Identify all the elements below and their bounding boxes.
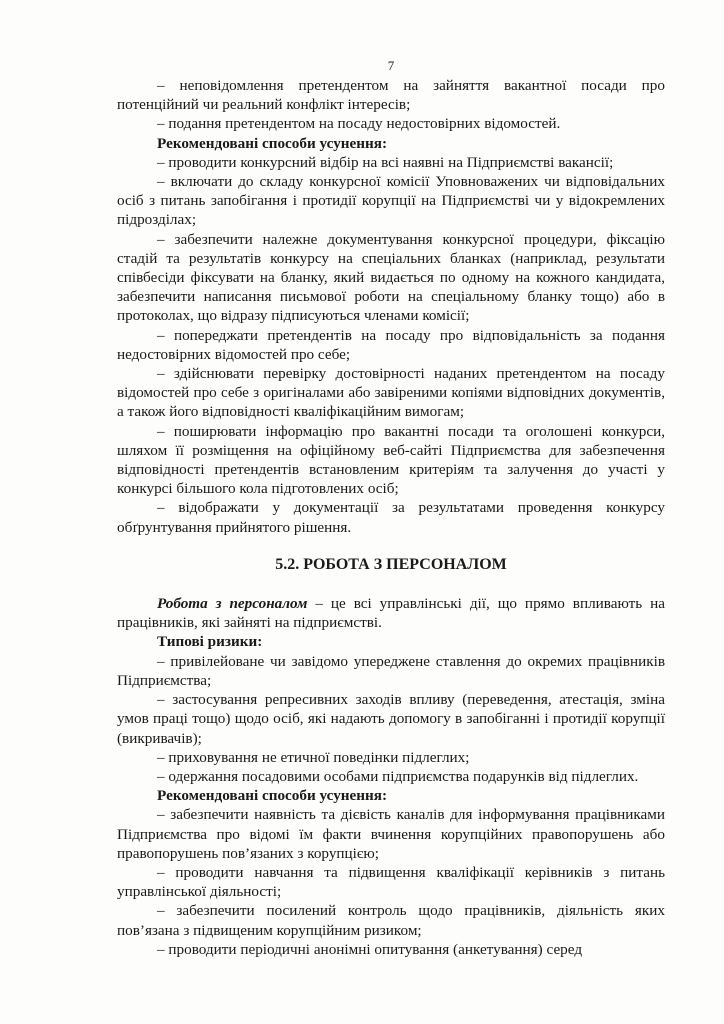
paragraph: – застосування репресивних заходів впливу (переведення, атестація, зміна умов праці тощо) щодо осіб, які надають допомогу в запобіганні і протидії корупції (викривачів); (117, 691, 665, 747)
definition-term: Робота з персоналом (157, 595, 308, 613)
paragraph: – одержання посадовими особами підприємства подарунків від підлеглих. (157, 767, 639, 785)
paragraph: – відображати у документації за результатами проведення конкурсу обґрунтування прийнятого рішення. (117, 499, 665, 536)
paragraph: – забезпечити належне документування конкурсної процедури, фіксацію стадій та результатів конкурсу на спеціальних бланках (наприклад, результати співбесіди фіксувати на бланку, який видається по одному на кожного кандидата, забезпечити написання письмової роботи на спеціальному бланку тощо) або в протоколах, що відразу підписуються членами комісії; (117, 230, 665, 325)
paragraph: – попереджати претендентів на посаду про відповідальність за подання недостовірних відомостей про себе; (117, 326, 665, 363)
paragraph: – проводити конкурсний відбір на всі наявні на Підприємстві вакансії; (157, 153, 614, 171)
subheading-remedies: Рекомендовані способи усунення: (157, 134, 388, 152)
document-page (117, 56, 665, 959)
paragraph: – забезпечити посилений контроль щодо працівників, діяльність яких пов’язана з підвищеним корупційним ризиком; (117, 902, 665, 939)
paragraph: – проводити періодичні анонімні опитування (анкетування) серед (157, 940, 583, 958)
page-number: 7 (387, 58, 395, 73)
paragraph: – приховування не етичної поведінки підлеглих; (157, 748, 470, 766)
definition-text: – це всі управлінські дії, що прямо впливають на працівників, які зайняті на підприємстві. (117, 595, 665, 632)
paragraph: – поширювати інформацію про вакантні посади та оголошені конкурси, шляхом її розміщення на офіційному веб-сайті Підприємства для забезпечення відповідності претендентів встановленим критеріям та залучення до участі у конкурсі більшого кола підготовлених осіб; (117, 422, 665, 498)
paragraph: – здійснювати перевірку достовірності наданих претендентом на посаду відомостей про себе з оригіналами або завіреними копіями відповідних документів, а також його відповідності кваліфікаційним вимогам; (117, 365, 665, 421)
paragraph: – подання претендентом на посаду недостовірних відомостей. (157, 115, 561, 133)
definition-paragraph (117, 594, 665, 632)
paragraph: – включати до складу конкурсної комісії Уповноважених чи відповідальних осіб з питань запобігання і протидії корупції на Підприємстві чи у відокремлених підрозділах; (117, 173, 665, 229)
subheading-remedies: Рекомендовані способи усунення: (157, 787, 388, 805)
subheading-risks: Типові ризики: (157, 633, 263, 651)
paragraph: – забезпечити наявність та дієвість каналів для інформування працівниками Підприємства про відомі їм факти вчинення корупційних правопорушень або правопорушень пов’язаних з корупцією; (117, 806, 665, 862)
paragraph: – привілейоване чи завідомо упереджене ставлення до окремих працівників Підприємства; (117, 652, 665, 689)
paragraph: – неповідомлення претендентом на зайняття вакантної посади про потенційний чи реальний конфлікт інтересів; (117, 77, 665, 114)
paragraph: – проводити навчання та підвищення кваліфікації керівників з питань управлінської діяльності; (117, 863, 665, 901)
section-title: 5.2. РОБОТА З ПЕРСОНАЛОМ (275, 555, 507, 573)
